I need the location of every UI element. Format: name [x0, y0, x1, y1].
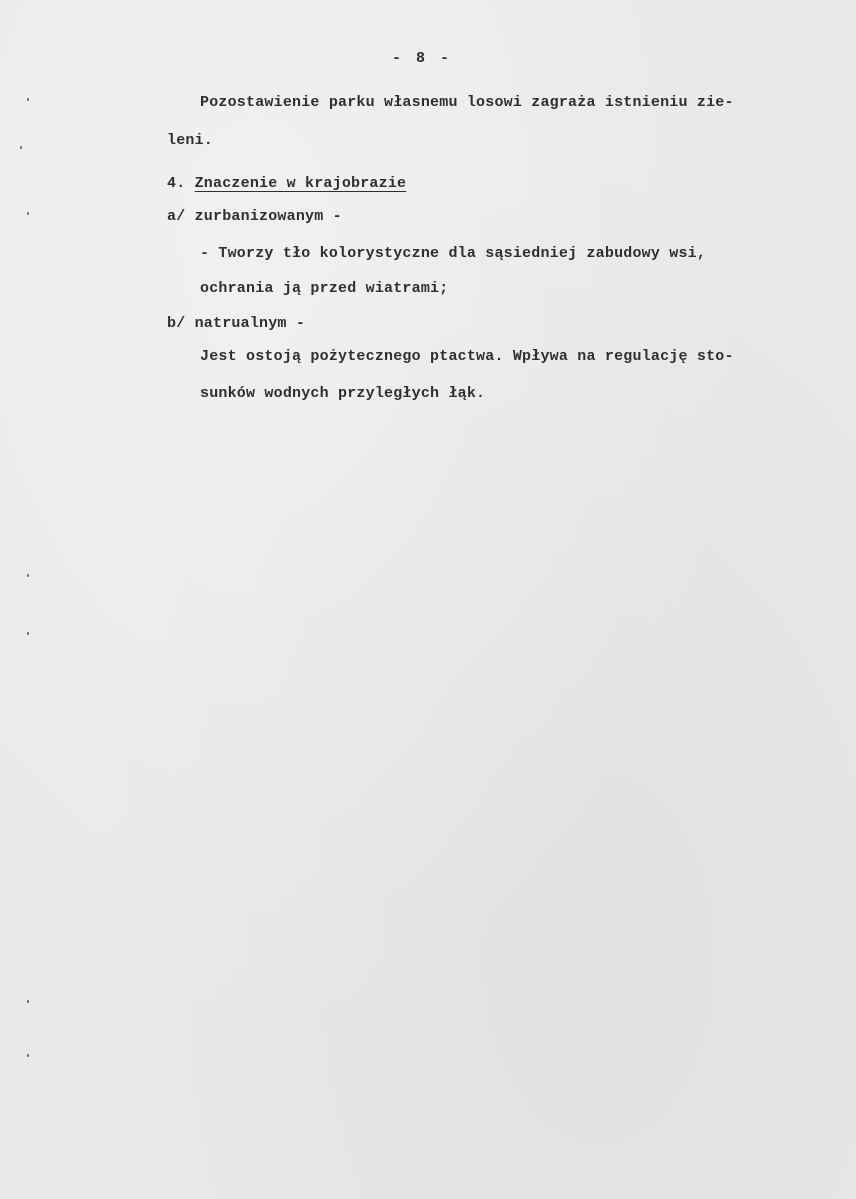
subsection-a: a/ zurbanizowanym -	[167, 208, 342, 225]
paragraph-line: - Tworzy tło kolorystyczne dla sąsiedniej zabudowy wsi,	[200, 245, 707, 262]
scan-speck	[27, 1000, 29, 1003]
scan-speck	[20, 146, 22, 149]
paragraph-line: sunków wodnych przyległych łąk.	[200, 385, 486, 402]
section-heading	[167, 175, 406, 193]
scan-speck	[27, 98, 29, 101]
section-title: Znaczenie w krajobrazie	[194, 175, 407, 192]
scan-speck	[27, 212, 29, 215]
scan-speck	[27, 574, 29, 577]
section-number: 4.	[167, 175, 195, 192]
scan-speck	[27, 632, 29, 635]
subsection-b: b/ natrualnym -	[167, 315, 306, 332]
paragraph-line: Jest ostoją pożytecznego ptactwa. Wpływa na regulację sto-	[200, 348, 734, 365]
page-number: - 8 -	[392, 50, 453, 67]
paragraph-line: Pozostawienie parku własnemu losowi zagraża istnieniu zie-	[200, 94, 734, 111]
paragraph-line: leni.	[167, 132, 214, 149]
paragraph-line: ochrania ją przed wiatrami;	[200, 280, 449, 297]
scan-speck	[27, 1054, 29, 1057]
